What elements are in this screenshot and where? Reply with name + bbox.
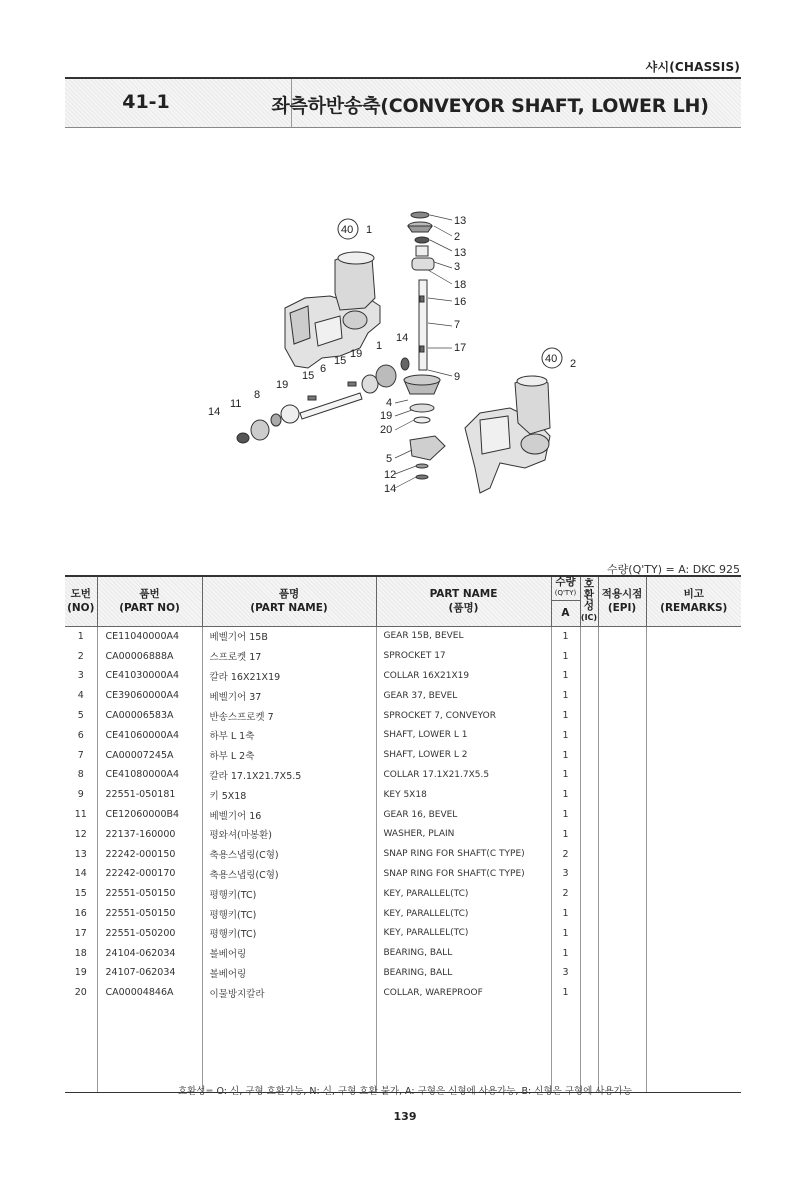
header-epi-kr: 적용시점 xyxy=(601,588,643,601)
callout-label: 5 xyxy=(386,453,393,465)
header-epi-en: (EPI) xyxy=(607,602,637,615)
cell-epi xyxy=(598,824,646,844)
cell-ic xyxy=(580,686,598,706)
cell-name-kr: 이물방지칼라 xyxy=(202,983,376,1003)
cell-ic xyxy=(580,864,598,884)
header-remarks-en: (REMARKS) xyxy=(660,602,728,615)
cell-no: 6 xyxy=(65,725,97,745)
callout-label: 13 xyxy=(454,215,467,227)
cell-ic xyxy=(580,904,598,924)
section-number: 41-1 xyxy=(122,91,170,113)
cell-part-no: 22551-050181 xyxy=(97,785,202,805)
quantity-note: 수량(Q'TY) = A: DKC 925 xyxy=(607,563,740,576)
callout-label: 7 xyxy=(454,319,461,331)
cell-qty: 1 xyxy=(551,904,580,924)
header-partno-kr: 품번 xyxy=(139,588,160,601)
callout-label: 12 xyxy=(384,469,397,481)
cell-qty: 1 xyxy=(551,686,580,706)
cell-ic xyxy=(580,725,598,745)
cell-name-en: SNAP RING FOR SHAFT(C TYPE) xyxy=(376,844,551,864)
cell-remarks xyxy=(646,666,741,686)
table-row xyxy=(65,666,741,686)
cell-epi xyxy=(598,884,646,904)
cell-ic xyxy=(580,805,598,825)
cell-ic xyxy=(580,963,598,983)
cell-remarks xyxy=(646,686,741,706)
cell-name-kr: 하부 L 2축 xyxy=(202,745,376,765)
empty-cell xyxy=(580,1003,598,1093)
cell-epi xyxy=(598,805,646,825)
cell-ic xyxy=(580,785,598,805)
table-row xyxy=(65,706,741,726)
header-epi xyxy=(598,576,646,626)
callout-label: 9 xyxy=(454,371,461,383)
cell-name-kr: 키 5X18 xyxy=(202,785,376,805)
cell-epi xyxy=(598,686,646,706)
cell-name-en: SHAFT, LOWER L 1 xyxy=(376,725,551,745)
table-row xyxy=(65,725,741,745)
cell-part-no: 24104-062034 xyxy=(97,943,202,963)
header-remarks xyxy=(646,576,741,626)
cell-ic xyxy=(580,923,598,943)
cell-qty: 1 xyxy=(551,923,580,943)
cell-part-no: CE12060000B4 xyxy=(97,805,202,825)
callout-label: 3 xyxy=(454,261,461,273)
cell-epi xyxy=(598,963,646,983)
empty-cell xyxy=(202,1003,376,1093)
header-name-kr: (품명) xyxy=(448,602,479,615)
header-partname-en: (PART NAME) xyxy=(250,602,328,615)
cell-qty: 1 xyxy=(551,805,580,825)
cell-name-kr: 축용스냅링(C형) xyxy=(202,844,376,864)
table-row xyxy=(65,943,741,963)
cell-name-en: COLLAR, WAREPROOF xyxy=(376,983,551,1003)
cell-name-kr: 볼베어링 xyxy=(202,943,376,963)
cell-no: 19 xyxy=(65,963,97,983)
cell-no: 14 xyxy=(65,864,97,884)
header-ic xyxy=(580,576,598,626)
header-ic-kr: 호환성 xyxy=(583,578,595,613)
table-row xyxy=(65,745,741,765)
cell-remarks xyxy=(646,864,741,884)
callout-label: 6 xyxy=(320,363,327,375)
cell-epi xyxy=(598,785,646,805)
cell-no: 15 xyxy=(65,884,97,904)
cell-part-no: 22242-000150 xyxy=(97,844,202,864)
cell-name-en: SHAFT, LOWER L 2 xyxy=(376,745,551,765)
cell-name-en: SPROCKET 7, CONVEYOR xyxy=(376,706,551,726)
cell-name-en: KEY 5X18 xyxy=(376,785,551,805)
cell-qty: 1 xyxy=(551,626,580,646)
cell-name-en: SNAP RING FOR SHAFT(C TYPE) xyxy=(376,864,551,884)
cell-no: 11 xyxy=(65,805,97,825)
cell-name-kr: 하부 L 1축 xyxy=(202,725,376,745)
cell-ic xyxy=(580,666,598,686)
callout-label: 2 xyxy=(454,231,461,243)
header-partname-kr: 품명 xyxy=(278,588,300,601)
table-filler-row xyxy=(65,1003,741,1093)
cell-epi xyxy=(598,646,646,666)
cell-name-en: KEY, PARALLEL(TC) xyxy=(376,904,551,924)
header-qty xyxy=(551,576,580,600)
callout-label: 40 xyxy=(545,353,558,365)
cell-name-en: GEAR 37, BEVEL xyxy=(376,686,551,706)
cell-qty: 1 xyxy=(551,943,580,963)
cell-remarks xyxy=(646,805,741,825)
cell-remarks xyxy=(646,943,741,963)
cell-remarks xyxy=(646,765,741,785)
title-bar xyxy=(65,77,741,128)
cell-epi xyxy=(598,983,646,1003)
cell-remarks xyxy=(646,785,741,805)
cell-qty: 1 xyxy=(551,785,580,805)
callout-label: 1 xyxy=(376,340,383,352)
cell-remarks xyxy=(646,646,741,666)
section-title: 좌측하반송축(CONVEYOR SHAFT, LOWER LH) xyxy=(271,95,709,117)
cell-part-no: 22242-000170 xyxy=(97,864,202,884)
left-housing-drawing xyxy=(285,252,383,368)
cell-epi xyxy=(598,706,646,726)
cell-remarks xyxy=(646,706,741,726)
cell-name-en: COLLAR 16X21X19 xyxy=(376,666,551,686)
cell-ic xyxy=(580,765,598,785)
cell-remarks xyxy=(646,725,741,745)
parts-table xyxy=(65,575,741,1093)
table-row xyxy=(65,963,741,983)
header-no-kr: 도번 xyxy=(70,588,91,601)
table-row xyxy=(65,785,741,805)
cell-part-no: CE41080000A4 xyxy=(97,765,202,785)
cell-no: 13 xyxy=(65,844,97,864)
cell-ic xyxy=(580,824,598,844)
header-qty-a: A xyxy=(551,600,580,626)
cell-name-en: COLLAR 17.1X21.7X5.5 xyxy=(376,765,551,785)
cell-no: 8 xyxy=(65,765,97,785)
cell-name-kr: 베벨기어 15B xyxy=(202,626,376,646)
cell-no: 12 xyxy=(65,824,97,844)
exploded-parts-diagram xyxy=(190,198,610,508)
cell-no: 20 xyxy=(65,983,97,1003)
cell-no: 3 xyxy=(65,666,97,686)
cell-qty: 1 xyxy=(551,745,580,765)
callout-label: 40 xyxy=(341,224,354,236)
table-row xyxy=(65,983,741,1003)
cell-epi xyxy=(598,626,646,646)
cell-part-no: 22137-160000 xyxy=(97,824,202,844)
table-row xyxy=(65,686,741,706)
header-ic-en: (IC) xyxy=(580,613,598,623)
callout-label: 14 xyxy=(396,332,409,344)
cell-name-kr: 칼라 16X21X19 xyxy=(202,666,376,686)
cell-ic xyxy=(580,983,598,1003)
cell-part-no: CE41060000A4 xyxy=(97,725,202,745)
footer-legend: 호환성= O: 신, 구형 호환가능, N: 신, 구형 호환 불가, A: 구형은 신형에 사용가능, B: 신형은 구형에 사용가능 xyxy=(177,1086,632,1097)
cell-no: 17 xyxy=(65,923,97,943)
cell-part-no: CA00006888A xyxy=(97,646,202,666)
cell-ic xyxy=(580,844,598,864)
cell-epi xyxy=(598,745,646,765)
cell-name-en: WASHER, PLAIN xyxy=(376,824,551,844)
cell-part-no: CA00004846A xyxy=(97,983,202,1003)
right-housing-drawing xyxy=(465,376,550,493)
cell-name-kr: 베벨기어 37 xyxy=(202,686,376,706)
cell-epi xyxy=(598,904,646,924)
callout-label: 11 xyxy=(230,398,242,410)
page-number: 139 xyxy=(393,1110,417,1123)
cell-name-kr: 평와셔(마봉환) xyxy=(202,824,376,844)
table-row xyxy=(65,884,741,904)
cell-name-kr: 평행키(TC) xyxy=(202,884,376,904)
header-no-en: (NO) xyxy=(67,602,95,615)
table-row xyxy=(65,864,741,884)
empty-cell xyxy=(646,1003,741,1093)
cell-epi xyxy=(598,844,646,864)
cell-epi xyxy=(598,943,646,963)
cell-no: 1 xyxy=(65,626,97,646)
cell-no: 7 xyxy=(65,745,97,765)
cell-remarks xyxy=(646,844,741,864)
table-row xyxy=(65,646,741,666)
callout-label: 15 xyxy=(302,370,315,382)
table-row xyxy=(65,844,741,864)
cell-epi xyxy=(598,666,646,686)
cell-part-no: CE41030000A4 xyxy=(97,666,202,686)
cell-remarks xyxy=(646,824,741,844)
callout-label: 20 xyxy=(380,424,393,436)
cell-remarks xyxy=(646,745,741,765)
cell-qty: 3 xyxy=(551,864,580,884)
header-part-name-kr xyxy=(202,576,376,626)
cell-remarks xyxy=(646,884,741,904)
cell-part-no: CA00006583A xyxy=(97,706,202,726)
callout-label: 4 xyxy=(386,397,393,409)
cell-qty: 1 xyxy=(551,765,580,785)
empty-cell xyxy=(551,1003,580,1093)
cell-epi xyxy=(598,765,646,785)
cell-name-en: GEAR 16, BEVEL xyxy=(376,805,551,825)
cell-name-en: SPROCKET 17 xyxy=(376,646,551,666)
table-row xyxy=(65,626,741,646)
callout-label: 14 xyxy=(384,483,397,495)
cell-qty: 1 xyxy=(551,725,580,745)
callout-label: 14 xyxy=(208,406,221,418)
cell-epi xyxy=(598,864,646,884)
table-row xyxy=(65,904,741,924)
cell-name-kr: 칼라 17.1X21.7X5.5 xyxy=(202,765,376,785)
header-part-no xyxy=(97,576,202,626)
cell-name-kr: 볼베어링 xyxy=(202,963,376,983)
cell-no: 4 xyxy=(65,686,97,706)
callout-label: 19 xyxy=(276,379,289,391)
callout-label: 1 xyxy=(366,224,373,236)
header-no xyxy=(65,576,97,626)
cell-remarks xyxy=(646,923,741,943)
callout-label: 17 xyxy=(454,342,467,354)
empty-cell xyxy=(65,1003,97,1093)
cell-part-no: CE11040000A4 xyxy=(97,626,202,646)
cell-name-en: GEAR 15B, BEVEL xyxy=(376,626,551,646)
cell-epi xyxy=(598,923,646,943)
header-part-name-en xyxy=(376,576,551,626)
cell-remarks xyxy=(646,963,741,983)
callout-label: 19 xyxy=(350,348,363,360)
cell-qty: 1 xyxy=(551,824,580,844)
cell-remarks xyxy=(646,626,741,646)
header-qty-kr: 수량 xyxy=(555,576,576,589)
header-qty-en: (Q'TY) xyxy=(554,589,577,598)
header-partno-en: (PART NO) xyxy=(119,602,180,615)
cell-remarks xyxy=(646,983,741,1003)
cell-name-kr: 축용스냅링(C형) xyxy=(202,864,376,884)
cell-remarks xyxy=(646,904,741,924)
cell-qty: 1 xyxy=(551,983,580,1003)
cell-qty: 3 xyxy=(551,963,580,983)
cell-part-no: 22551-050200 xyxy=(97,923,202,943)
header-remarks-kr: 비고 xyxy=(683,588,704,601)
category-label: 샤시(CHASSIS) xyxy=(645,60,740,74)
header-name-en: PART NAME xyxy=(429,588,498,601)
cell-no: 16 xyxy=(65,904,97,924)
callout-label: 15 xyxy=(334,355,347,367)
cell-name-en: KEY, PARALLEL(TC) xyxy=(376,923,551,943)
cell-ic xyxy=(580,745,598,765)
table-row xyxy=(65,765,741,785)
cell-qty: 2 xyxy=(551,844,580,864)
cell-name-kr: 베벨기어 16 xyxy=(202,805,376,825)
cell-part-no: CA00007245A xyxy=(97,745,202,765)
table-row xyxy=(65,824,741,844)
vertical-shaft-drawing xyxy=(404,212,445,479)
callout-label: 2 xyxy=(570,358,577,370)
callout-label: 16 xyxy=(454,296,467,308)
cell-name-kr: 평행키(TC) xyxy=(202,923,376,943)
callout-label: 18 xyxy=(454,279,467,291)
cell-ic xyxy=(580,626,598,646)
cell-qty: 2 xyxy=(551,884,580,904)
cell-epi xyxy=(598,725,646,745)
cell-qty: 1 xyxy=(551,706,580,726)
cell-qty: 1 xyxy=(551,666,580,686)
cell-name-en: BEARING, BALL xyxy=(376,963,551,983)
cell-part-no: CE39060000A4 xyxy=(97,686,202,706)
cell-part-no: 24107-062034 xyxy=(97,963,202,983)
table-row xyxy=(65,923,741,943)
cell-ic xyxy=(580,884,598,904)
callout-label: 19 xyxy=(380,410,393,422)
table-row xyxy=(65,805,741,825)
cell-no: 9 xyxy=(65,785,97,805)
cell-part-no: 22551-050150 xyxy=(97,884,202,904)
cell-no: 2 xyxy=(65,646,97,666)
cell-part-no: 22551-050150 xyxy=(97,904,202,924)
cell-ic xyxy=(580,706,598,726)
callout-label: 13 xyxy=(454,247,467,259)
cell-ic xyxy=(580,943,598,963)
empty-cell xyxy=(376,1003,551,1093)
empty-cell xyxy=(598,1003,646,1093)
cell-name-en: KEY, PARALLEL(TC) xyxy=(376,884,551,904)
cell-ic xyxy=(580,646,598,666)
cell-name-kr: 반송스프로켓 7 xyxy=(202,706,376,726)
empty-cell xyxy=(97,1003,202,1093)
cell-name-en: BEARING, BALL xyxy=(376,943,551,963)
cell-no: 18 xyxy=(65,943,97,963)
parts-table-body xyxy=(65,626,741,1092)
cell-qty: 1 xyxy=(551,646,580,666)
cell-name-kr: 평행키(TC) xyxy=(202,904,376,924)
callout-label: 8 xyxy=(254,389,261,401)
cell-name-kr: 스프로켓 17 xyxy=(202,646,376,666)
cell-no: 5 xyxy=(65,706,97,726)
